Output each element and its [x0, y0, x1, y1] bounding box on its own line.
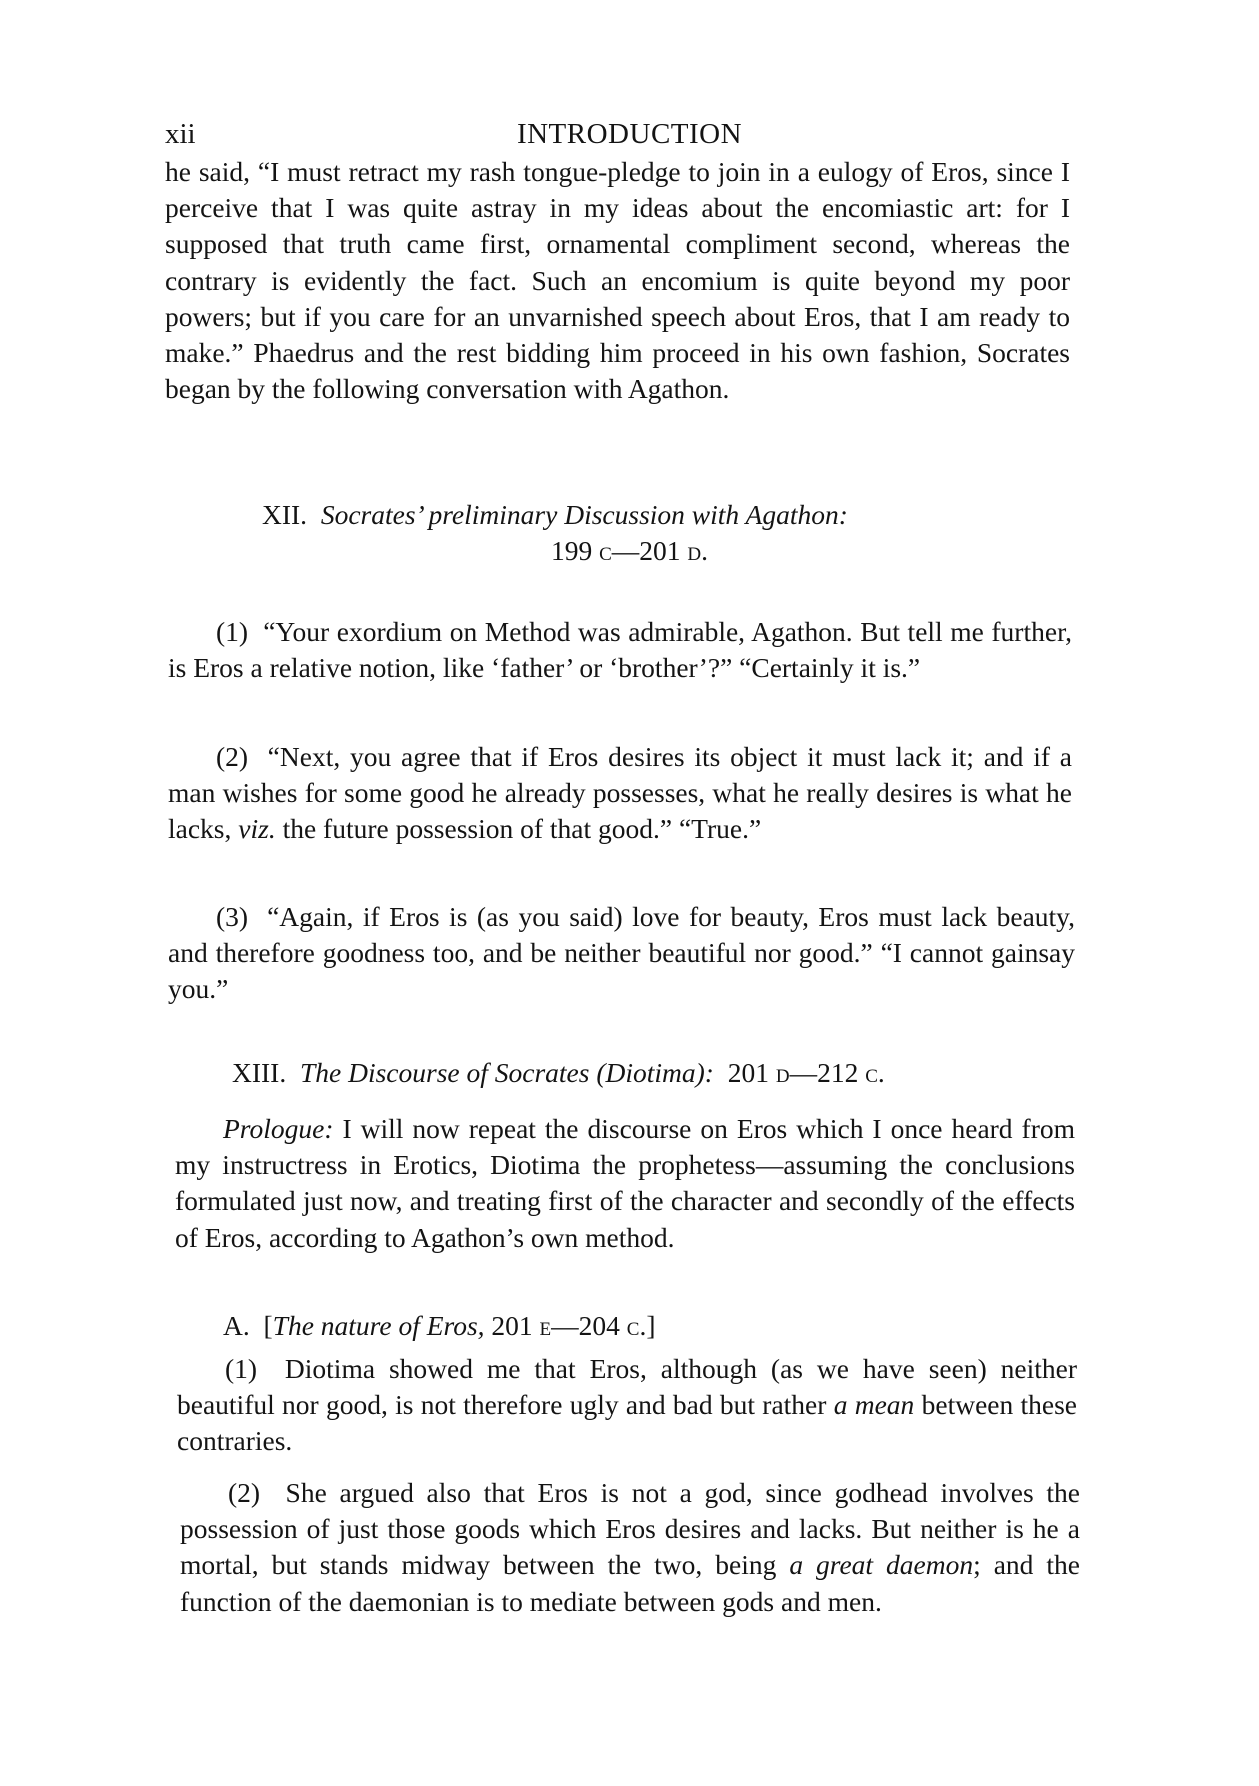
item-number: (1) — [216, 616, 249, 647]
item-number: (2) — [216, 741, 249, 772]
list-item: (2) “Next, you agree that if Eros desires its object it must lack it; and if a man wishes for some good he already possesses, what he really desires is what he lacks, viz. the future possession of that good.” “True.” — [168, 741, 1073, 845]
section-number: XIII. — [232, 1057, 287, 1088]
list-item: (1) Diotima showed me that Eros, although (as we have seen) neither beautiful nor good, is not therefore ugly and bad but rather a mean between these contraries. — [177, 1353, 1078, 1457]
page-number: xii — [165, 118, 196, 150]
section-heading-xiii: XIII. The Discourse of Socrates (Diotima): 201 d—212 c. — [232, 1057, 885, 1088]
list-item: (2) She argued also that Eros is not a god, since godhead involves the possession of just those goods which Eros desires and lacks. But neither is he a mortal, but stands midway between the two, being a great daemon; and the function of the daemonian is to mediate between gods and men. — [180, 1477, 1081, 1617]
section-heading-xii — [262, 497, 848, 533]
section-title: The Discourse of Socrates (Diotima): — [299, 1057, 714, 1088]
item-number: (3) — [216, 901, 249, 932]
list-item: (1) “Your exordium on Method was admirable, Agathon. But tell me further, is Eros a relative notion, like ‘father’ or ‘brother’?” “Certainly it is.” — [168, 616, 1072, 684]
paragraph-opening — [165, 154, 1070, 407]
subsection-heading-a: A. [The nature of Eros, 201 e—204 c.] — [223, 1310, 656, 1341]
running-head: INTRODUCTION — [516, 118, 743, 150]
section-number: XII. — [262, 499, 308, 530]
section-reference-xii: 199 c—201 d. — [550, 535, 709, 566]
prologue-label: Prologue: — [223, 1113, 334, 1144]
prologue-paragraph: Prologue: I will now repeat the discourse on Eros which I once heard from my instructress in Erotics, Diotima the prophetess—assuming the conclusions formulated just now, and treating first of the character and secondly of the effects of Eros, according to Agathon’s own method. — [175, 1113, 1076, 1253]
section-title: Socrates’ preliminary Discussion with Agathon: — [320, 499, 848, 530]
paragraph-text: he said, “I must retract my rash tongue-pledge to join in a eulogy of Eros, since I perceive that I was quite astray in my ideas about the encomiastic art: for I supposed that truth came first, ornamental compliment second, whereas the contrary is evidently the fact. Such an encomium is quite beyond my poor powers; but if you care for an unvarnished speech about Eros, that I am ready to make.” Phaedrus and the rest bidding him proceed in his own fashion, Socrates began by the following conversation with Agathon. — [165, 156, 1070, 405]
list-item: (3) “Again, if Eros is (as you said) love for beauty, Eros must lack beauty, and therefore goodness too, and be neither beautiful nor good.” “I cannot gainsay you.” — [168, 901, 1076, 1005]
item-number: (2) — [228, 1477, 261, 1508]
item-number: (1) — [225, 1353, 258, 1384]
